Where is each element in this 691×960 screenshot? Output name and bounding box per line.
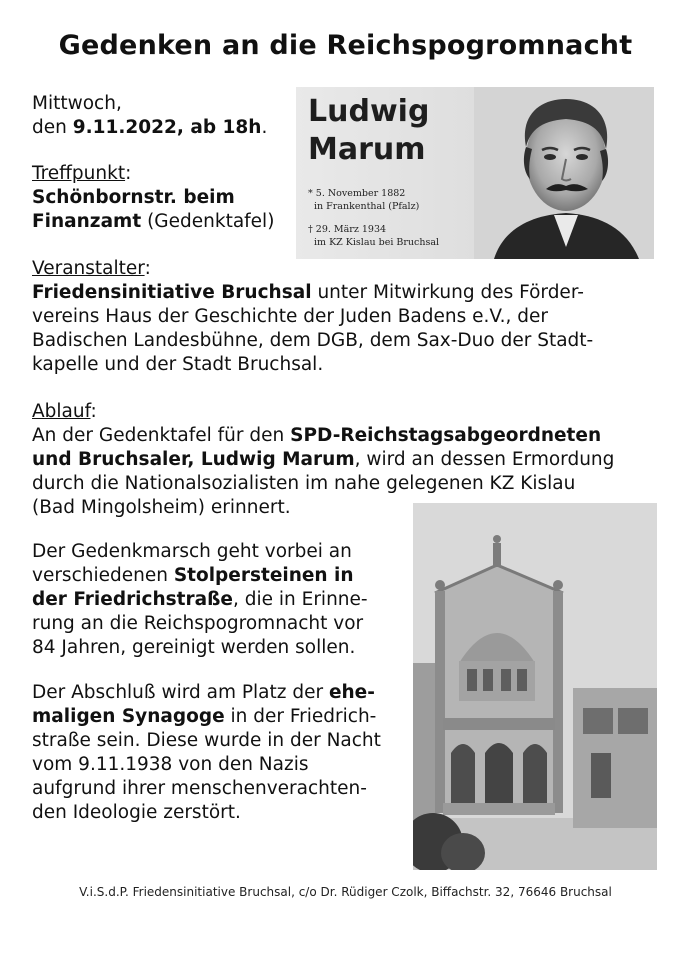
organizer-line4: kapelle und der Stadt Bruchsal. [32,354,324,375]
schedule-line1: An der Gedenktafel für den SPD-Reichstagsabgeordneten [32,425,602,446]
schedule-line3: durch die Nationalsozialisten im nahe gelegenen KZ Kislau [32,473,576,494]
closing-line4: vom 9.11.1938 von den Nazis [32,754,309,775]
synagogue-photo-icon [413,503,657,870]
schedule-line4: (Bad Mingolsheim) erinnert. [32,497,291,518]
organizer-label: Veranstalter [32,258,145,279]
portrait-photo-icon [474,87,654,259]
meeting-label: Treffpunkt [32,163,126,184]
closing-block [32,681,381,825]
organizer-line2: vereins Haus der Geschichte der Juden Badens e.V., der [32,306,549,327]
march-line5: 84 Jahren, gereinigt werden sollen. [32,637,356,658]
weekday: Mittwoch, [32,93,122,114]
closing-line2: maligen Synagoge in der Friedrich- [32,706,377,727]
schedule-label: Ablauf [32,401,91,422]
march-line1: Der Gedenkmarsch geht vorbei an [32,541,352,562]
meeting-line2: Finanzamt (Gedenktafel) [32,211,275,232]
march-line3: der Friedrichstraße, die in Erinne- [32,589,368,610]
synagogue-photo [413,503,657,870]
schedule-heading: Ablauf: [32,401,97,422]
footer-imprint: V.i.S.d.P. Friedensinitiative Bruchsal, c/o Dr. Rüdiger Czolk, Biffachstr. 32, 76646 Bruchsal [79,885,612,899]
organizer-line1: Friedensinitiative Bruchsal unter Mitwirkung des Förder- [32,282,584,303]
meeting-heading: Treffpunkt: [32,163,132,184]
page-title: Gedenken an die Reichspogromnacht [58,30,633,61]
schedule-block [32,400,614,520]
portrait-card [296,87,654,259]
schedule-line2: und Bruchsaler, Ludwig Marum, wird an dessen Ermordung [32,449,615,470]
portrait-dates: * 5. November 1882 in Frankenthal (Pfalz) † 29. März 1934 im KZ Kislau bei Bruchsal [308,188,440,248]
meeting-block [32,162,274,234]
closing-line3: straße sein. Diese wurde in der Nacht [32,730,381,751]
organizer-heading: Veranstalter: [32,258,151,279]
closing-line6: den Ideologie zerstört. [32,802,241,823]
organizer-line3: Badischen Landesbühne, dem DGB, dem Sax-Duo der Stadt- [32,330,594,351]
march-line4: rung an die Reichspogromnacht vor [32,613,364,634]
meeting-line1: Schönbornstr. beim [32,187,235,208]
date-line: den 9.11.2022, ab 18h. [32,117,268,138]
portrait-name: Ludwig Marum [308,94,430,167]
march-block [32,540,368,660]
closing-line5: aufgrund ihrer menschenverachten- [32,778,367,799]
date-time: 9.11.2022, ab 18h [72,117,262,138]
date-block [32,92,267,140]
closing-line1: Der Abschluß wird am Platz der ehe- [32,682,375,703]
march-line2: verschiedenen Stolpersteinen in [32,565,354,586]
organizer-block [32,257,593,377]
